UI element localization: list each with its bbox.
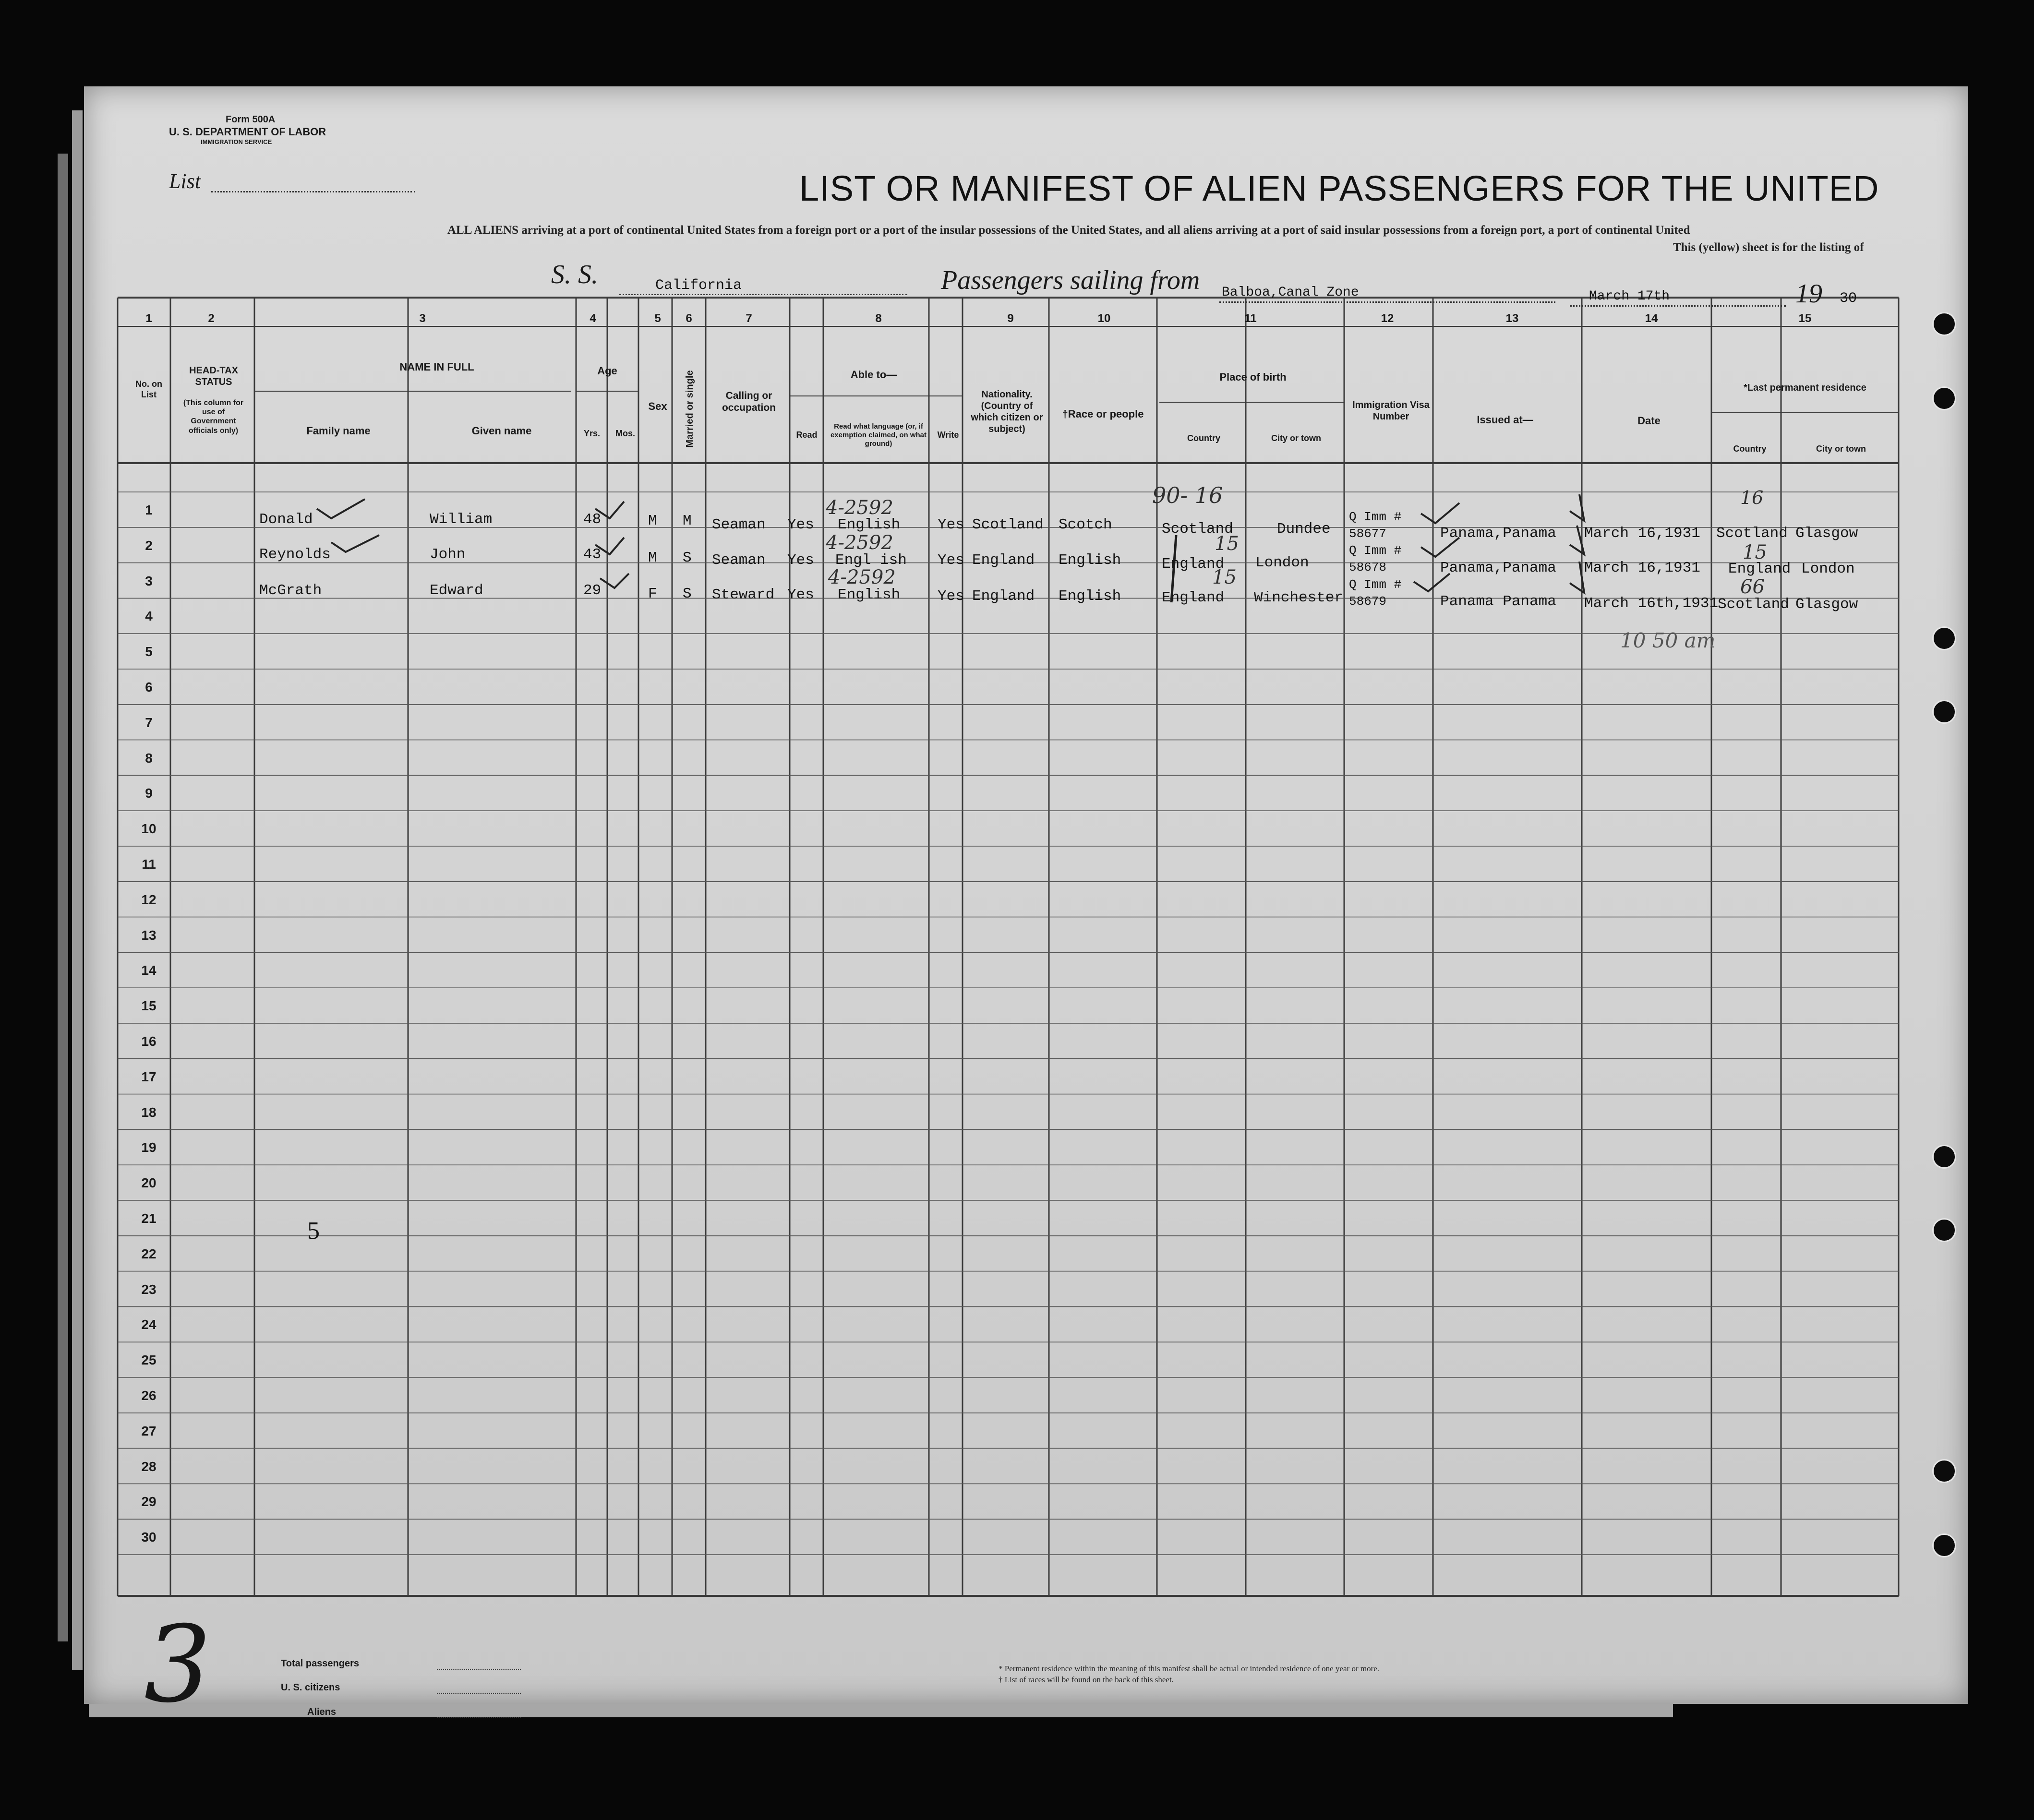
married-status: S bbox=[683, 550, 692, 566]
married-status: S bbox=[683, 586, 692, 602]
row-number: 21 bbox=[141, 1211, 156, 1226]
handwritten-count: 5 bbox=[307, 1217, 320, 1245]
row-number: 18 bbox=[141, 1104, 156, 1120]
header-res-country: Country bbox=[1733, 444, 1767, 454]
race: English bbox=[1059, 552, 1121, 569]
header-read: Read bbox=[796, 430, 818, 440]
birth-city: London bbox=[1255, 554, 1309, 571]
visa-number: 58677 bbox=[1349, 527, 1387, 541]
punch-hole bbox=[1932, 1145, 1956, 1169]
col-num-11: 11 bbox=[1244, 312, 1257, 325]
col-num-4: 4 bbox=[590, 312, 596, 325]
citizens-blank bbox=[437, 1693, 521, 1694]
can-write: Yes bbox=[938, 552, 964, 569]
header-yrs: Yrs. bbox=[583, 429, 601, 438]
issue-date: March 16,1931 bbox=[1584, 560, 1700, 576]
visa-label: Q Imm # bbox=[1349, 577, 1402, 592]
birth-country: Scotland bbox=[1162, 521, 1233, 538]
handwritten-code: 4-2592 bbox=[826, 497, 893, 519]
row-number: 27 bbox=[141, 1423, 156, 1438]
age-years: 29 bbox=[583, 582, 602, 599]
header-visa: Immigration Visa Number bbox=[1352, 400, 1430, 422]
subtitle-line-2: This (yellow) sheet is for the listing of bbox=[1673, 241, 1864, 254]
issued-at: Panama,Panama bbox=[1440, 525, 1556, 542]
punch-hole bbox=[1932, 1459, 1956, 1483]
check-mark bbox=[331, 535, 379, 552]
visa-number: 58678 bbox=[1349, 560, 1387, 575]
row-number: 23 bbox=[141, 1281, 156, 1297]
row-number: 4 bbox=[145, 609, 153, 624]
row-number: 22 bbox=[141, 1246, 156, 1261]
header-last-residence: *Last permanent residence bbox=[1744, 383, 1866, 393]
race: Scotch bbox=[1059, 516, 1112, 533]
header-calling: Calling or occupation bbox=[722, 390, 776, 414]
header-race: †Race or people bbox=[1062, 408, 1144, 420]
row-number: 14 bbox=[141, 963, 156, 978]
row-number: 1 bbox=[145, 503, 153, 517]
header-nationality: Nationality. (Country of which citizen or subject) bbox=[971, 389, 1043, 434]
handwritten-residence-mark: 66 bbox=[1740, 576, 1765, 598]
check-mark bbox=[317, 499, 365, 518]
can-write: Yes bbox=[938, 588, 964, 605]
row-number: 6 bbox=[145, 680, 153, 694]
header-birth-country: Country bbox=[1187, 433, 1220, 443]
header-married: Married or single bbox=[685, 370, 695, 448]
col-num-7: 7 bbox=[746, 312, 752, 325]
col-num-15: 15 bbox=[1798, 312, 1812, 325]
header-read-language: Read what language (or, if exemption claimed, on what ground) bbox=[830, 422, 927, 448]
given-name: Edward bbox=[430, 582, 483, 599]
row-number: 3 bbox=[145, 573, 153, 588]
header-birth-city: City or town bbox=[1271, 433, 1321, 443]
language: Engl ish bbox=[835, 552, 907, 569]
row-number: 9 bbox=[145, 786, 153, 801]
col-num-6: 6 bbox=[686, 312, 692, 325]
col-num-9: 9 bbox=[1007, 312, 1014, 325]
handwritten-residence-mark: 15 bbox=[1743, 541, 1767, 563]
list-blank bbox=[211, 191, 415, 192]
occupation: Seaman bbox=[712, 552, 766, 569]
footnote-races: † List of races will be found on the back of this sheet. bbox=[999, 1675, 1174, 1684]
subtitle-line-1: ALL ALIENS arriving at a port of continental United States from a foreign port or a port of the insular possessions of the United States, and all aliens arriving at a port of said insular possessions from a foreign port, a port of continental United bbox=[447, 224, 1690, 237]
age-years: 48 bbox=[583, 511, 602, 528]
col-num-5: 5 bbox=[654, 312, 661, 325]
punch-hole bbox=[1932, 1218, 1956, 1242]
punch-hole bbox=[1932, 312, 1956, 336]
departure-port: Balboa,Canal Zone bbox=[1222, 285, 1359, 300]
col-num-14: 14 bbox=[1645, 312, 1658, 325]
visa-label: Q Imm # bbox=[1349, 510, 1402, 524]
col-num-10: 10 bbox=[1097, 312, 1111, 325]
row-number: 30 bbox=[141, 1530, 156, 1545]
language: English bbox=[838, 587, 901, 603]
sex: F bbox=[648, 586, 657, 602]
aliens-label: Aliens bbox=[307, 1707, 337, 1717]
row-number: 19 bbox=[141, 1140, 156, 1155]
header-family-name: Family name bbox=[306, 425, 371, 437]
family-name: Donald bbox=[259, 511, 313, 528]
issue-date: March 16th,1931 bbox=[1584, 595, 1719, 612]
can-read: Yes bbox=[787, 552, 814, 569]
header-sex: Sex bbox=[648, 400, 667, 412]
visa-label: Q Imm # bbox=[1349, 543, 1402, 558]
row-number: 8 bbox=[145, 750, 153, 766]
header-age: Age bbox=[597, 365, 617, 377]
issue-date: March 16,1931 bbox=[1584, 525, 1700, 542]
col-num-13: 13 bbox=[1505, 312, 1519, 325]
nationality: Scotland bbox=[972, 516, 1044, 533]
footnote-residence: * Permanent residence within the meaning of this manifest shall be actual or intended residence of one year or more. bbox=[999, 1664, 1380, 1673]
port-blank bbox=[1219, 301, 1555, 303]
row-number: 7 bbox=[145, 715, 153, 730]
residence-city: Glasgow bbox=[1795, 596, 1858, 613]
given-name: John bbox=[430, 546, 466, 563]
sex: M bbox=[648, 550, 657, 566]
residence-city: London bbox=[1801, 561, 1855, 577]
total-blank bbox=[437, 1669, 521, 1670]
age-years: 43 bbox=[583, 546, 602, 563]
punch-hole bbox=[1932, 700, 1956, 724]
header-issued-at: Issued at— bbox=[1477, 414, 1533, 426]
year-suffix: 30 bbox=[1840, 290, 1857, 307]
language: English bbox=[838, 516, 901, 533]
handwritten-birth-mark: 90- 16 bbox=[1152, 482, 1223, 508]
col-num-3: 3 bbox=[419, 312, 426, 325]
col-num-8: 8 bbox=[875, 312, 882, 325]
row-number: 25 bbox=[141, 1353, 156, 1368]
ss-label: S. S. bbox=[551, 260, 598, 289]
date-blank bbox=[1570, 305, 1786, 307]
header-head-tax-note: (This column for use of Government officials only) bbox=[183, 399, 244, 435]
visa-number: 58679 bbox=[1349, 594, 1387, 609]
check-mark bbox=[1421, 503, 1459, 523]
row-number: 24 bbox=[141, 1317, 156, 1332]
race: English bbox=[1059, 588, 1121, 605]
row-number: 12 bbox=[141, 892, 156, 907]
total-passengers-label: Total passengers bbox=[281, 1658, 360, 1669]
header-res-city: City or town bbox=[1816, 444, 1866, 454]
ship-name: California bbox=[655, 277, 742, 294]
row-number: 16 bbox=[141, 1034, 156, 1049]
given-name: William bbox=[430, 511, 493, 528]
punch-hole bbox=[1932, 1533, 1956, 1557]
issued-at: Panama Panama bbox=[1440, 593, 1556, 610]
header-name-in-full: NAME IN FULL bbox=[399, 361, 474, 373]
occupation: Seaman bbox=[712, 516, 766, 533]
residence-city: Glasgow bbox=[1795, 525, 1858, 542]
header-date: Date bbox=[1637, 415, 1661, 427]
header-head-tax: HEAD-TAX STATUS bbox=[189, 365, 238, 387]
service: IMMIGRATION SERVICE bbox=[201, 138, 272, 145]
header-given-name: Given name bbox=[471, 425, 532, 437]
sailing-date: March 17th bbox=[1589, 289, 1670, 304]
can-write: Yes bbox=[938, 516, 964, 533]
handwritten-birth-mark: 15 bbox=[1212, 566, 1237, 588]
birth-city: Winchester bbox=[1254, 589, 1344, 606]
col-num-12: 12 bbox=[1381, 312, 1394, 325]
list-label: List bbox=[169, 169, 201, 193]
occupation: Steward bbox=[712, 587, 775, 603]
header-able-to: Able to— bbox=[850, 369, 897, 381]
can-read: Yes bbox=[787, 587, 814, 603]
family-name: McGrath bbox=[259, 582, 322, 599]
row-number: 29 bbox=[141, 1494, 156, 1509]
handwritten-time: 10 50 am bbox=[1620, 629, 1716, 652]
nationality: England bbox=[972, 588, 1035, 605]
sailing-label: Passengers sailing from bbox=[941, 265, 1200, 295]
form-number: Form 500A bbox=[226, 114, 276, 125]
col-num-1: 1 bbox=[145, 312, 152, 325]
birth-city: Dundee bbox=[1277, 521, 1331, 538]
row-number: 13 bbox=[141, 927, 156, 943]
residence-country: Scotland bbox=[1716, 525, 1788, 542]
birth-country: England bbox=[1162, 589, 1225, 606]
married-status: M bbox=[683, 513, 692, 529]
header-write: Write bbox=[937, 430, 959, 440]
year-prefix: 19 bbox=[1795, 279, 1822, 309]
department: U. S. DEPARTMENT OF LABOR bbox=[169, 126, 326, 138]
us-citizens-label: U. S. citizens bbox=[281, 1682, 340, 1693]
row-number: 5 bbox=[145, 644, 153, 659]
handwritten-residence-mark: 16 bbox=[1740, 487, 1764, 508]
header-no-on-list: No. on List bbox=[135, 379, 162, 399]
row-number: 20 bbox=[141, 1175, 156, 1191]
header-mos: Mos. bbox=[615, 429, 635, 438]
handwritten-code: 4-2592 bbox=[828, 566, 896, 588]
row-number: 26 bbox=[141, 1388, 156, 1403]
row-number: 17 bbox=[141, 1069, 156, 1084]
nationality: England bbox=[972, 552, 1035, 569]
sex: M bbox=[648, 513, 657, 529]
punch-hole bbox=[1932, 386, 1956, 410]
row-number: 28 bbox=[141, 1459, 156, 1474]
aliens-blank bbox=[437, 1717, 521, 1718]
family-name: Reynolds bbox=[259, 546, 331, 563]
row-number: 2 bbox=[145, 538, 153, 553]
punch-hole bbox=[1932, 626, 1956, 650]
handwritten-code: 4-2592 bbox=[826, 532, 893, 554]
handwritten-birth-mark: 15 bbox=[1215, 533, 1239, 555]
row-number: 11 bbox=[142, 857, 156, 872]
check-mark bbox=[600, 574, 629, 588]
issued-at: Panama,Panama bbox=[1440, 560, 1556, 576]
residence-country: England bbox=[1728, 561, 1791, 577]
birth-country: England bbox=[1162, 556, 1225, 573]
header-place-of-birth: Place of birth bbox=[1219, 371, 1287, 383]
residence-country: Scotland bbox=[1718, 596, 1789, 613]
can-read: Yes bbox=[787, 516, 814, 533]
ship-blank bbox=[619, 294, 907, 295]
col-num-2: 2 bbox=[208, 312, 215, 325]
page-title: LIST OR MANIFEST OF ALIEN PASSENGERS FOR THE UNITED bbox=[799, 168, 1879, 208]
row-number: 15 bbox=[141, 998, 156, 1014]
row-number: 10 bbox=[141, 821, 156, 837]
handwritten-sheet-number: 3 bbox=[144, 1603, 211, 1726]
